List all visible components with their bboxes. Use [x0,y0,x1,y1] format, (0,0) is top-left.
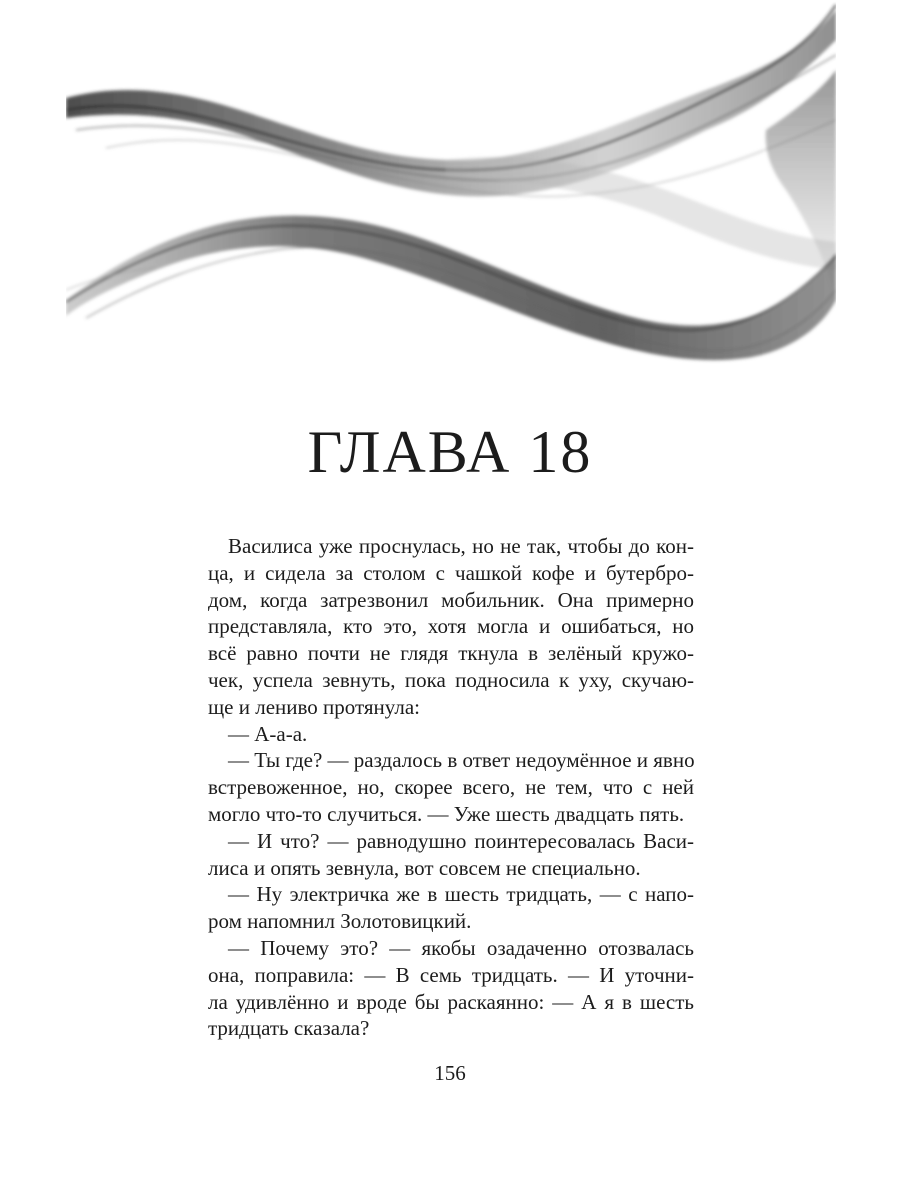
text-line: лиса и опять зевнула, вот совсем не специально. [208,855,641,880]
text-line: ром напомнил Золотовицкий. [208,909,472,934]
text-line: — Ты где? — раздалось в ответ недоумённое и явно [228,748,695,773]
text-line: — И что? — равнодушно поинтересовалась Васи- [228,828,694,853]
text-line: всё равно почти не глядя ткнула в зелёный кружо- [208,641,694,666]
text-line: — Ну электричка же в шесть тридцать, — с напо- [228,882,694,907]
text-line: она, поправила: — В семь тридцать. — И уточни- [208,962,694,987]
chapter-title: ГЛАВА 18 [307,419,593,485]
text-line: — А-а-а. [228,721,308,746]
text-line: ца, и сидела за столом с чашкой кофе и бутербро- [208,560,694,585]
text-line: могло что-то случиться. — Уже шесть двадцать пять. [208,801,685,826]
text-line: ла удивлённо и вроде бы раскаянно: — А я в шесть [208,989,694,1014]
text-line: встревоженное, но, скорее всего, не тем, что с ней [208,775,694,800]
text-line: представляла, кто это, хотя могла и ошибаться, но [208,614,694,639]
text-line: Василиса уже проснулась, но не так, чтобы до кон- [228,534,694,558]
smoke-illustration [66,0,836,370]
text-line: тридцать сказала? [208,1016,370,1041]
text-line: чек, успела зевнуть, пока подносила к уху, скучаю- [208,667,694,692]
chapter-body-text [208,533,694,1042]
text-line: дом, когда затрезвонил мобильник. Она примерно [208,587,694,612]
page-number: 156 [434,1061,466,1085]
text-line: — Почему это? — якобы озадаченно отозвалась [228,935,694,960]
text-line: ще и лениво протянула: [208,694,420,719]
